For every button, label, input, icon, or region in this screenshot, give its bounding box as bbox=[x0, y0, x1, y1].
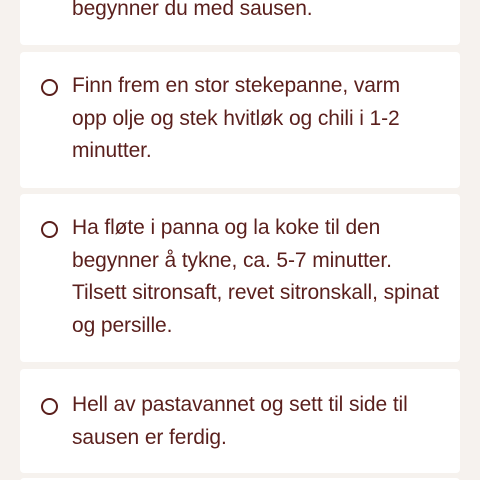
step-text: Finn frem en stor stekepanne, varm opp olje og stek hvitløk og chili i 1-2 minutter. bbox=[72, 74, 401, 162]
step-card[interactable] bbox=[20, 194, 460, 362]
step-checkbox-circle-icon[interactable] bbox=[41, 398, 58, 415]
step-text: begynner du med sausen. bbox=[72, 0, 313, 20]
step-card[interactable] bbox=[20, 52, 460, 188]
step-text: Hell av pastavannet og sett til side til sausen er ferdig. bbox=[72, 393, 408, 449]
step-text: Ha fløte i panna og la koke til den begynner å tykne, ca. 5-7 minutter. Tilsett sitronsaft, revet sitronskall, spinat og persille. bbox=[72, 216, 440, 337]
step-checkbox-circle-icon[interactable] bbox=[41, 221, 58, 238]
step-checkbox-circle-icon[interactable] bbox=[41, 79, 58, 96]
step-card[interactable] bbox=[20, 369, 460, 473]
step-card bbox=[20, 0, 460, 45]
